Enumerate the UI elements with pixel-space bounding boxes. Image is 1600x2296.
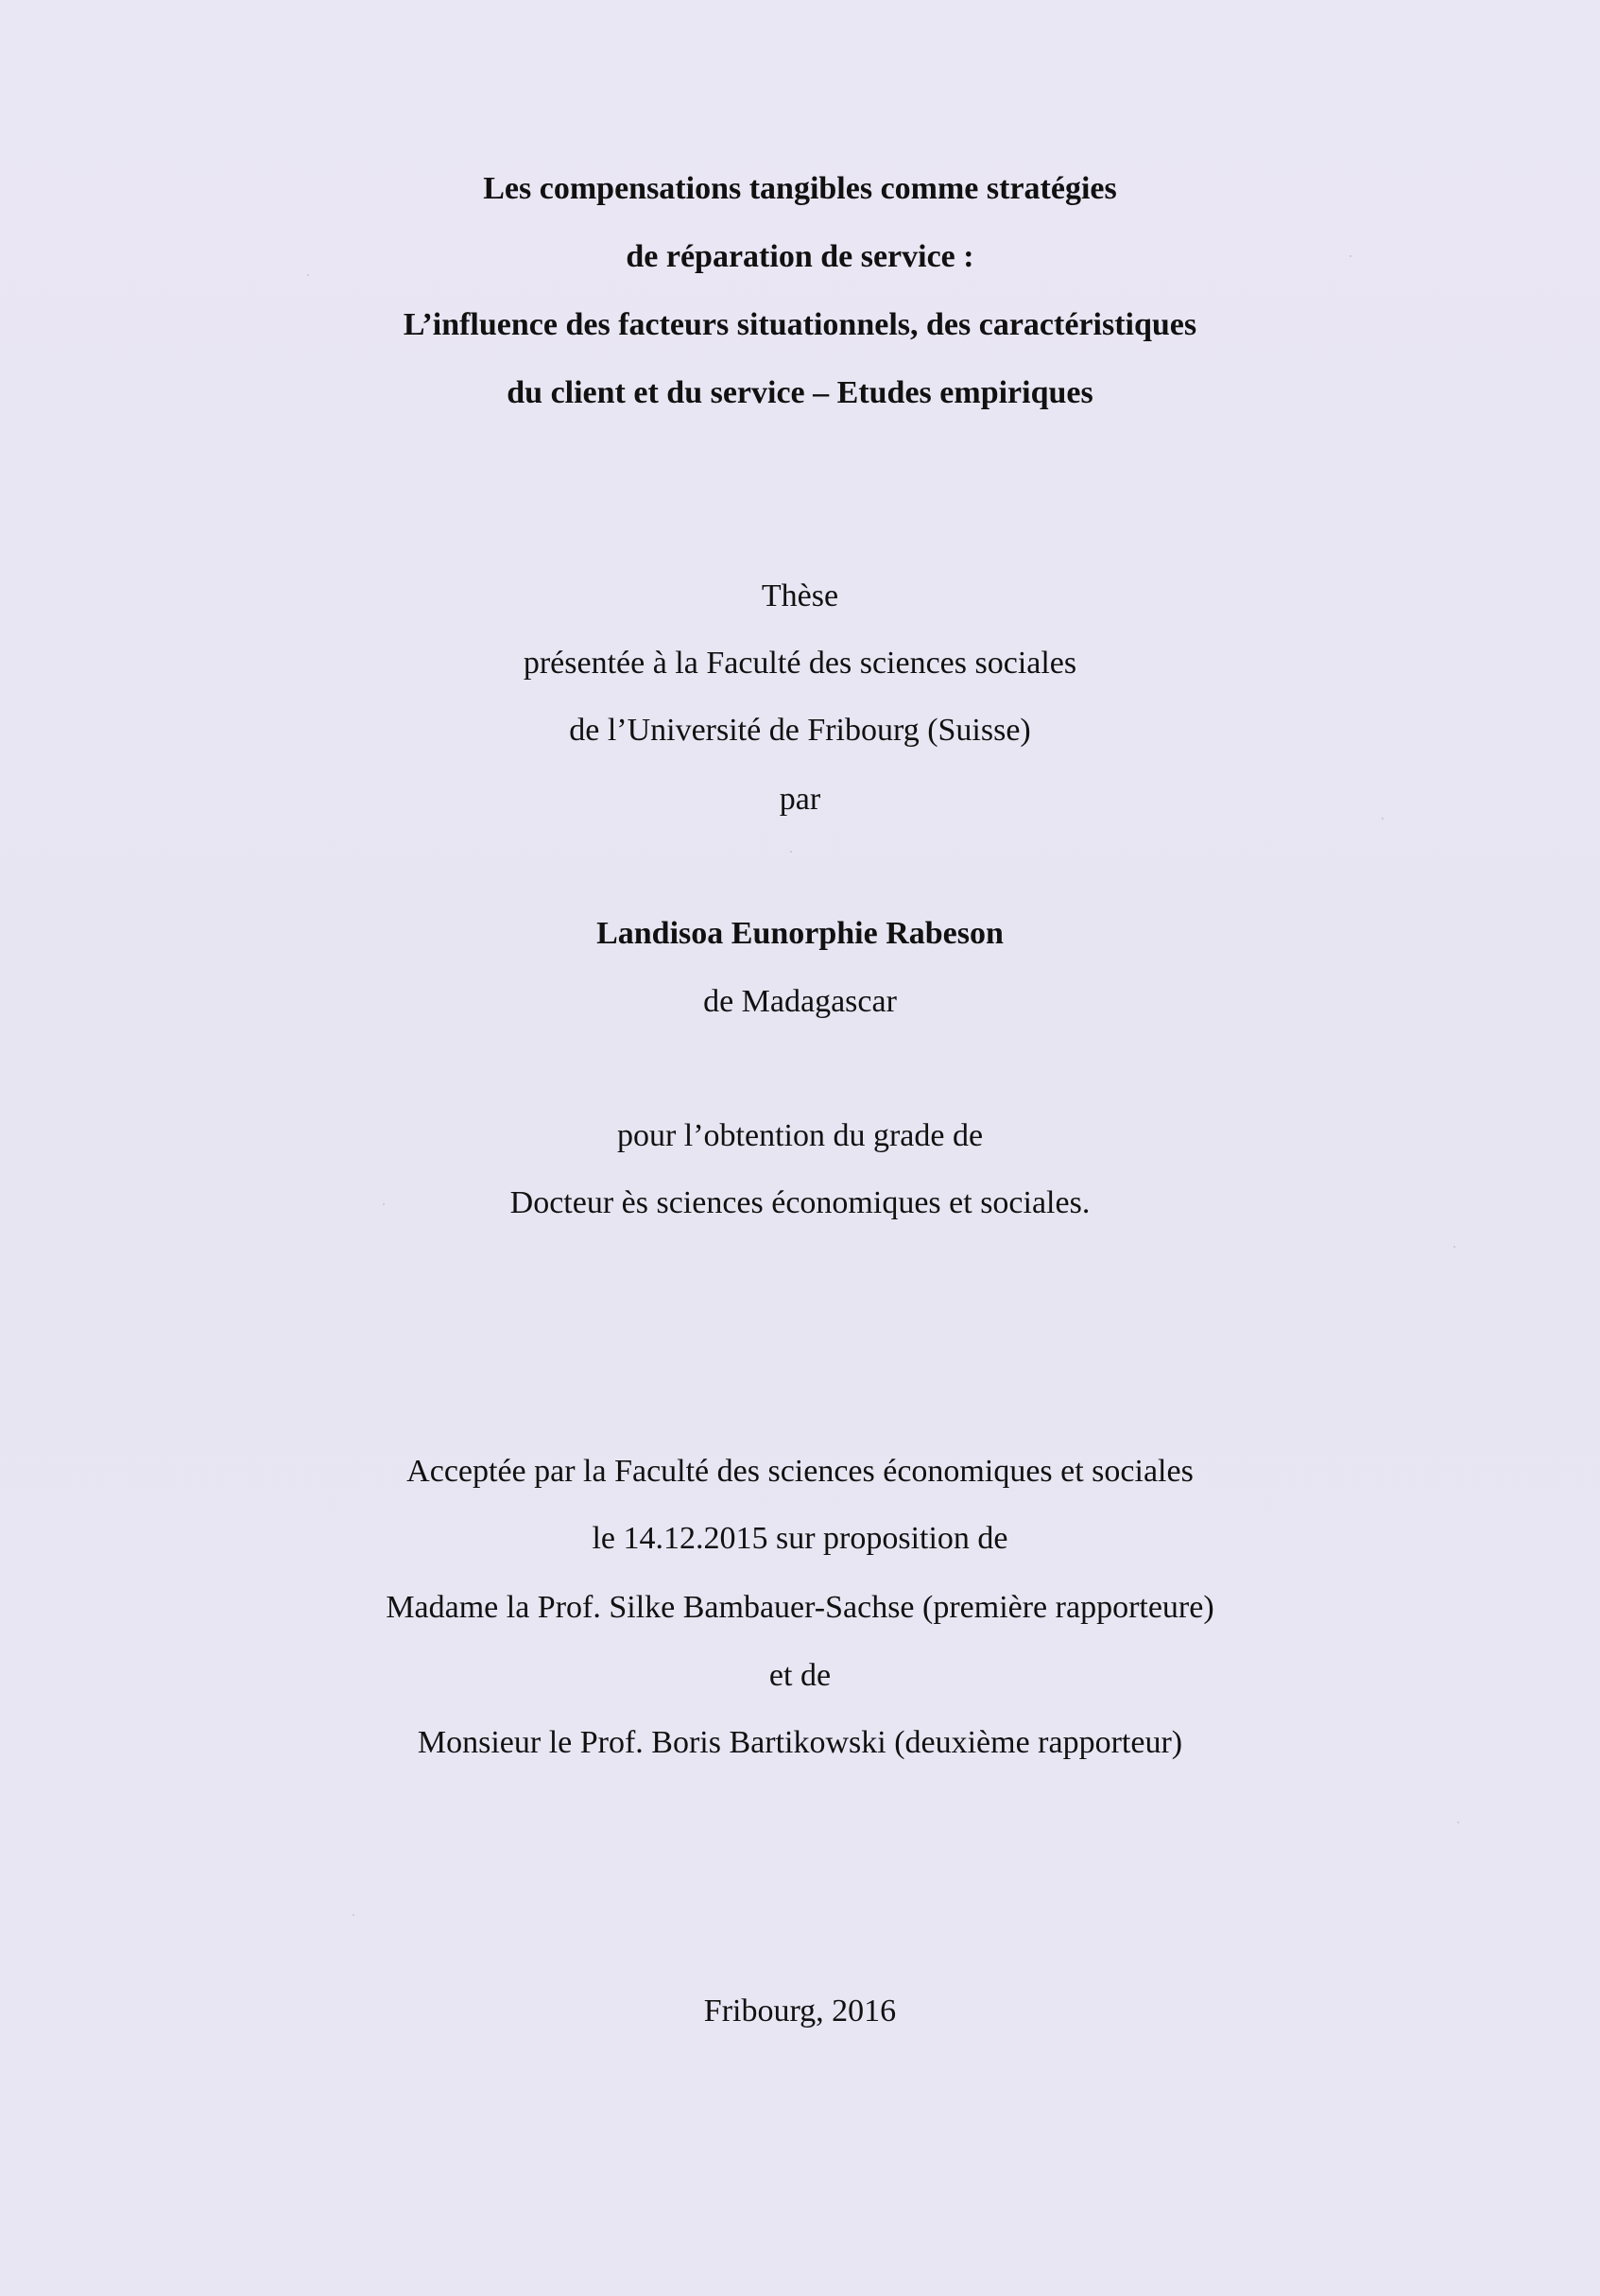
these-label: Thèse: [761, 578, 839, 613]
acceptance-date-line: le 14.12.2015 sur proposition de: [592, 1521, 1008, 1556]
second-reviewer-line: Monsieur le Prof. Boris Bartikowski (deuxième rapporteur): [417, 1725, 1183, 1760]
first-reviewer-line: Madame la Prof. Silke Bambauer-Sachse (première rapporteure): [386, 1590, 1214, 1625]
paper-speck: [353, 1914, 354, 1916]
degree-title: Docteur ès sciences économiques et sociales.: [509, 1185, 1091, 1220]
paper-speck: [383, 1203, 385, 1205]
par-label: par: [779, 782, 821, 817]
place-date: Fribourg, 2016: [703, 1994, 897, 2028]
paper-speck: [1382, 818, 1384, 820]
paper-speck: [1454, 1246, 1455, 1248]
university-line: de l’Université de Fribourg (Suisse): [569, 713, 1031, 748]
degree-intro: pour l’obtention du grade de: [616, 1118, 984, 1153]
author-origin: de Madagascar: [703, 984, 897, 1019]
acceptance-line-1: Acceptée par la Faculté des sciences économiques et sociales: [406, 1454, 1194, 1489]
paper-speck: [790, 851, 792, 853]
thesis-title-line-2: de réparation de service :: [626, 239, 974, 274]
thesis-title-line-4: du client et du service – Etudes empiriques: [507, 375, 1093, 410]
paper-speck: [307, 274, 309, 276]
paper-speck: [1457, 1821, 1459, 1823]
faculty-line: présentée à la Faculté des sciences sociales: [523, 646, 1077, 681]
paper-speck: [1350, 255, 1351, 257]
et-de-line: et de: [768, 1658, 832, 1693]
author-name: Landisoa Eunorphie Rabeson: [596, 916, 1004, 951]
thesis-title-line-3: L’influence des facteurs situationnels, des caractéristiques: [403, 307, 1197, 342]
thesis-title-line-1: Les compensations tangibles comme stratégies: [483, 171, 1117, 206]
